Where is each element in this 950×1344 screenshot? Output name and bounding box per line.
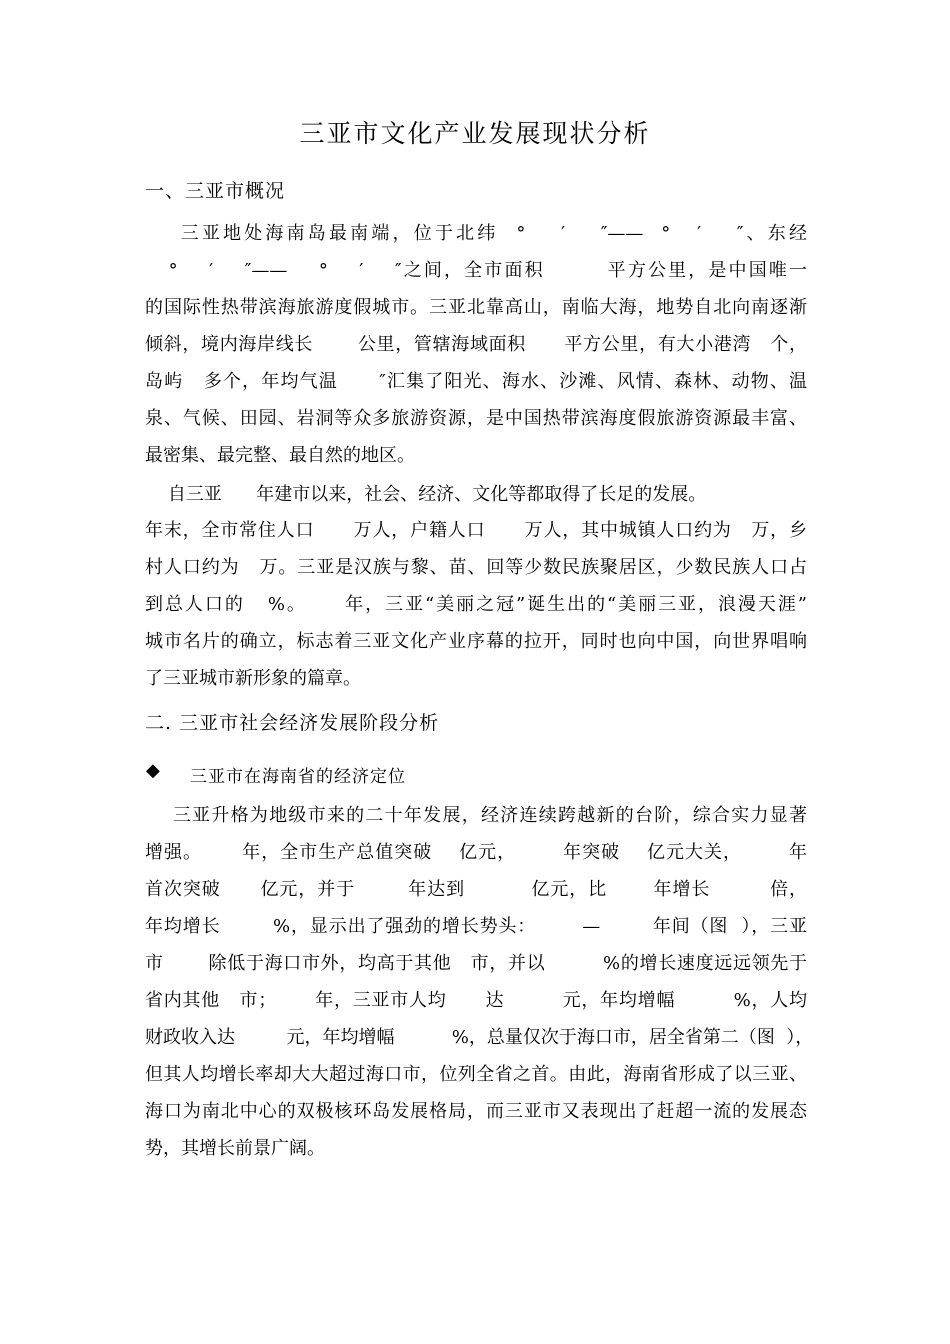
paragraph-line: 岛屿 多个，年均气温 ″汇集了阳光、海水、沙滩、风情、森林、动物、温 [145,371,807,392]
paragraph-line: 但其人均增长率却大大超过海口市，位列全省之首。由此，海南省形成了以三亚、 [145,1064,807,1085]
paragraph-line: 倾斜，境内海岸线长 公里，管辖海域面积 平方公里，有大小港湾 个， [145,334,807,355]
paragraph-line: 财政收入达 元，年均增幅 %，总量仅次于海口市，居全省第二（图 ）， [145,1027,814,1048]
paragraph-line: 自三亚 年建市以来，社会、经济、文化等都取得了长足的发展。 [145,484,707,505]
paragraph-line: 省内其他 市； 年，三亚市人均 达 元，年均增幅 %，人均 [145,990,807,1011]
paragraph-line: 势，其增长前景广阔。 [145,1138,325,1159]
paragraph-line: 村人口约为 万。三亚是汉族与黎、苗、回等少数民族聚居区，少数民族人口占 [145,557,807,578]
paragraph-line: 泉、气候、田园、岩洞等众多旅游资源，是中国热带滨海度假旅游资源最丰富、 [145,408,807,429]
paragraph-line: 三亚升格为地级市来的二十年发展，经济连续跨越新的台阶，综合实力显著 [145,805,807,826]
paragraph-line: 年均增长 %，显示出了强劲的增长势头： — 年间（图 ），三亚 [145,916,807,937]
paragraph-line: 市 除低于海口市外，均高于其他 市，并以 %的增长速度远远领先于 [145,953,807,974]
paragraph-line: 城市名片的确立，标志着三亚文化产业序幕的拉开，同时也向中国，向世界唱响 [145,631,807,652]
paragraph-line: 增强。 年，全市生产总值突破 亿元， 年突破 亿元大关， 年 [145,842,807,863]
paragraph-line: 最密集、最完整、最自然的地区。 [145,445,415,466]
section-1-heading: 一、三亚市概况 [145,180,286,202]
paragraph-line: 首次突破 亿元，并于 年达到 亿元，比 年增长 倍， [145,879,807,900]
paragraph-line: 海口为南北中心的双极核环岛发展格局，而三亚市又表现出了赶超一流的发展态 [145,1101,807,1122]
paragraph-line: 的国际性热带滨海旅游度假城市。三亚北靠高山，南临大海，地势自北向南逐渐 [145,297,807,318]
paragraph-line: 年末，全市常住人口 万人，户籍人口 万人，其中城镇人口约为 万，乡 [145,520,807,541]
paragraph-line: 到总人口的 %。 年，三亚“美丽之冠”诞生出的“美丽三亚，浪漫天涯” [145,594,807,615]
diamond-bullet-icon: ◆ [146,760,160,781]
section-2-heading: 二. 三亚市社会经济发展阶段分析 [145,712,440,734]
paragraph-line: 三亚地处海南岛最南端，位于北纬 ° ′ ″—— ° ′ ″、东经 [145,223,807,244]
subsection-heading: 三亚市在海南省的经济定位 [190,767,406,787]
paragraph-line: ° ′ ″—— ° ′ ″之间，全市面积 平方公里，是中国唯一 [145,260,807,281]
paragraph-line: 了三亚城市新形象的篇章。 [145,668,361,689]
document-title: 三亚市文化产业发展现状分析 [299,119,651,148]
